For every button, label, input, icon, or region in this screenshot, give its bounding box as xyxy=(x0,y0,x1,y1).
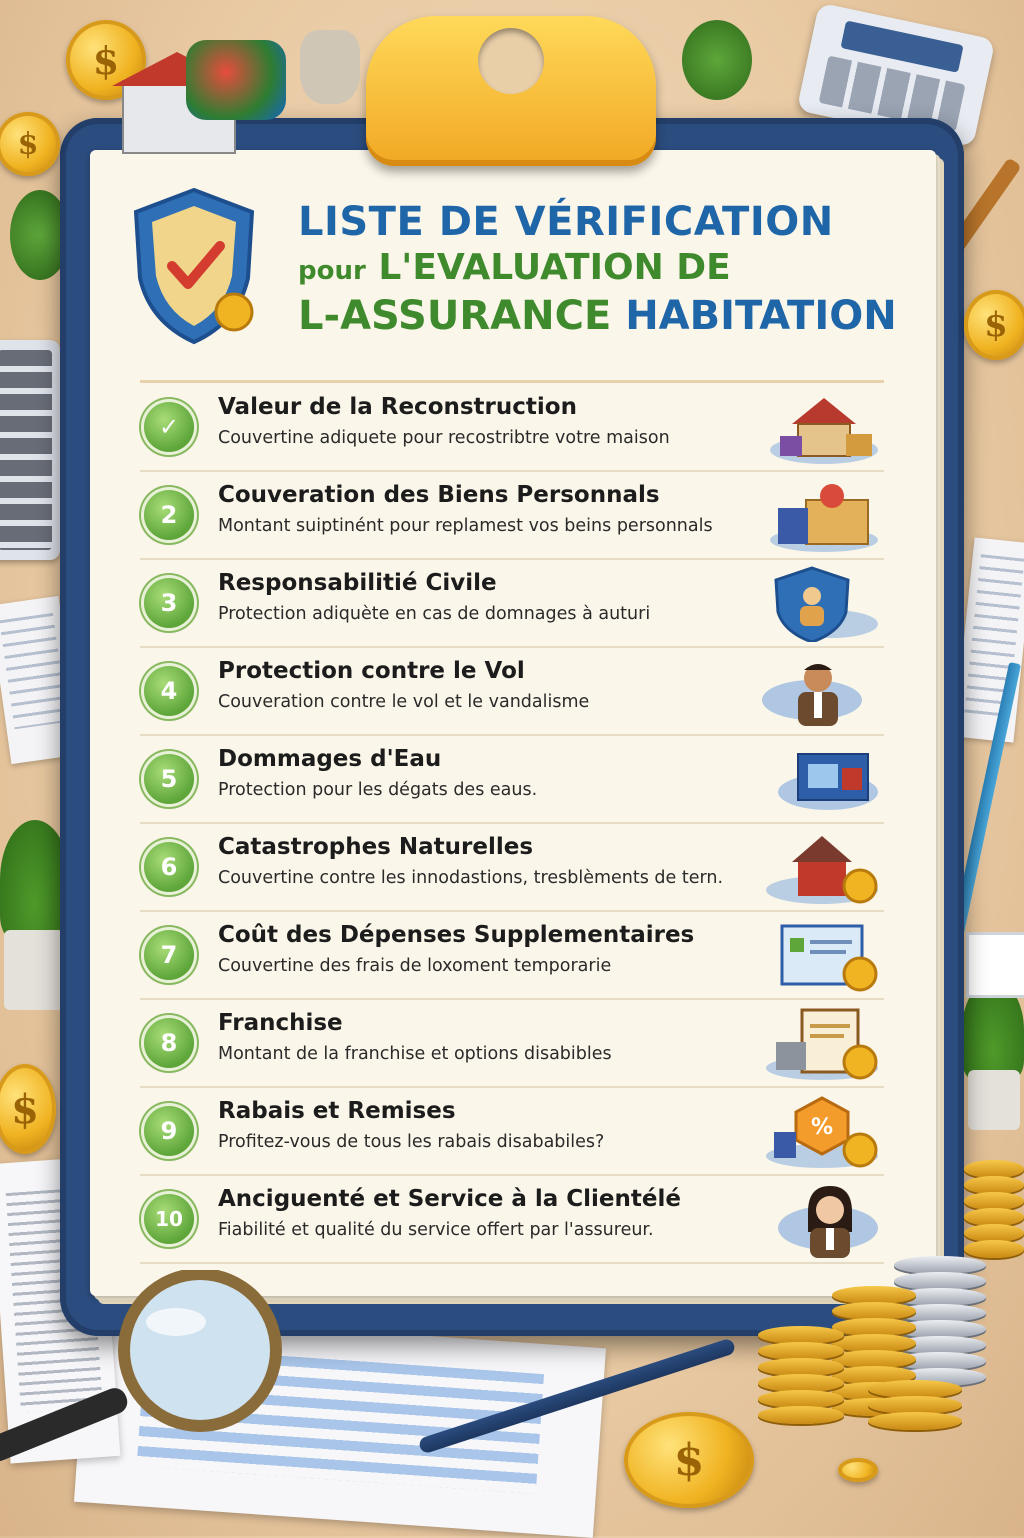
checklist-item xyxy=(140,914,884,1000)
badge-number: 7 xyxy=(144,930,194,980)
badge-number: 3 xyxy=(144,578,194,628)
bag-icon xyxy=(300,30,360,104)
checklist-item xyxy=(140,738,884,824)
photo-frame-icon xyxy=(966,932,1024,998)
coin-icon: $ xyxy=(624,1412,754,1508)
title-line-1: LISTE DE VÉRIFICATION xyxy=(298,199,834,245)
item-description: Montant de la franchise et options disabibles xyxy=(218,1044,612,1064)
coin-stack-icon xyxy=(758,1326,844,1436)
item-title: Rabais et Remises xyxy=(218,1098,456,1124)
shield-check-icon xyxy=(128,186,260,346)
plant-icon xyxy=(962,980,1024,1140)
checklist xyxy=(140,386,884,1266)
svg-text:%: % xyxy=(810,1115,834,1140)
clip-hole xyxy=(478,28,544,94)
item-title: Anciguenté et Service à la Clientélé xyxy=(218,1186,681,1212)
coin-stack-icon xyxy=(964,1160,1024,1260)
coin-icon: $ xyxy=(964,290,1024,360)
house-icon xyxy=(762,390,880,466)
item-title: Protection contre le Vol xyxy=(218,658,525,684)
item-title: Franchise xyxy=(218,1010,343,1036)
document-coin-icon xyxy=(762,918,880,994)
badge-number: 2 xyxy=(144,490,194,540)
checklist-item xyxy=(140,1002,884,1088)
title-line-3 xyxy=(298,293,898,339)
magnifying-glass-icon xyxy=(0,1270,310,1470)
item-description: Couveration contre le vol et le vandalisme xyxy=(218,692,590,712)
item-description: Profitez-vous de tous les rabais disababiles? xyxy=(218,1132,605,1152)
coin-icon: $ xyxy=(0,1064,56,1154)
item-title: Couveration des Biens Personnals xyxy=(218,482,660,508)
title-line-3-green: L-ASSURANCE xyxy=(298,293,612,339)
item-title: Responsabilitié Civile xyxy=(218,570,497,596)
agent-icon xyxy=(762,654,880,730)
clipboard-coin-icon xyxy=(762,1006,880,1082)
boxes-icon xyxy=(762,478,880,554)
item-title: Dommages d'Eau xyxy=(218,746,442,772)
badge-number: 6 xyxy=(144,842,194,892)
item-description: Couvertine contre les innodastions, tresblèments de tern. xyxy=(218,868,724,888)
coin-icon: $ xyxy=(0,112,60,176)
tree-icon xyxy=(682,20,752,100)
item-description: Couvertine des frais de loxoment temporarie xyxy=(218,956,612,976)
keyboard-icon xyxy=(0,340,60,560)
item-description: Fiabilité et qualité du service offert par l'assureur. xyxy=(218,1220,654,1240)
coin-icon xyxy=(838,1458,878,1482)
checklist-item xyxy=(140,826,884,912)
badge-number: 5 xyxy=(144,754,194,804)
item-title: Coût des Dépenses Supplementaires xyxy=(218,922,695,948)
checklist-item xyxy=(140,1090,884,1176)
coin-icon: $ xyxy=(66,20,146,100)
badge-number: 9 xyxy=(144,1106,194,1156)
checklist-item xyxy=(140,1178,884,1264)
checklist-item xyxy=(140,650,884,736)
item-description: Protection pour les dégats des eaus. xyxy=(218,780,538,800)
checklist-item xyxy=(140,562,884,648)
badge-number: 8 xyxy=(144,1018,194,1068)
checklist-item xyxy=(140,474,884,560)
coin-stack-icon xyxy=(868,1380,962,1440)
header-divider xyxy=(140,380,884,383)
toys-icon xyxy=(186,40,286,120)
storm-house-icon xyxy=(762,830,880,906)
item-description: Couvertine adiquete pour recostribtre votre maison xyxy=(218,428,670,448)
service-agent-icon xyxy=(762,1182,880,1258)
title-line-2-rest: L'EVALUATION DE xyxy=(378,247,731,288)
discount-icon xyxy=(762,1094,880,1170)
papers-icon xyxy=(954,537,1024,742)
checklist-item xyxy=(140,386,884,472)
title-prefix: pour xyxy=(298,256,366,286)
badge-number: 10 xyxy=(144,1194,194,1244)
water-damage-icon xyxy=(762,742,880,818)
item-description: Protection adiquète en cas de domnages à auturi xyxy=(218,604,651,624)
shield-person-icon xyxy=(762,566,880,642)
item-description: Montant suiptinént pour replamest vos beins personnals xyxy=(218,516,713,536)
page-title xyxy=(298,199,898,339)
item-title: Catastrophes Naturelles xyxy=(218,834,534,860)
title-line-3-blue: HABITATION xyxy=(625,293,897,339)
badge-number: 4 xyxy=(144,666,194,716)
item-title: Valeur de la Reconstruction xyxy=(218,394,577,420)
badge-number: ✓ xyxy=(144,402,194,452)
title-line-2 xyxy=(298,247,898,288)
